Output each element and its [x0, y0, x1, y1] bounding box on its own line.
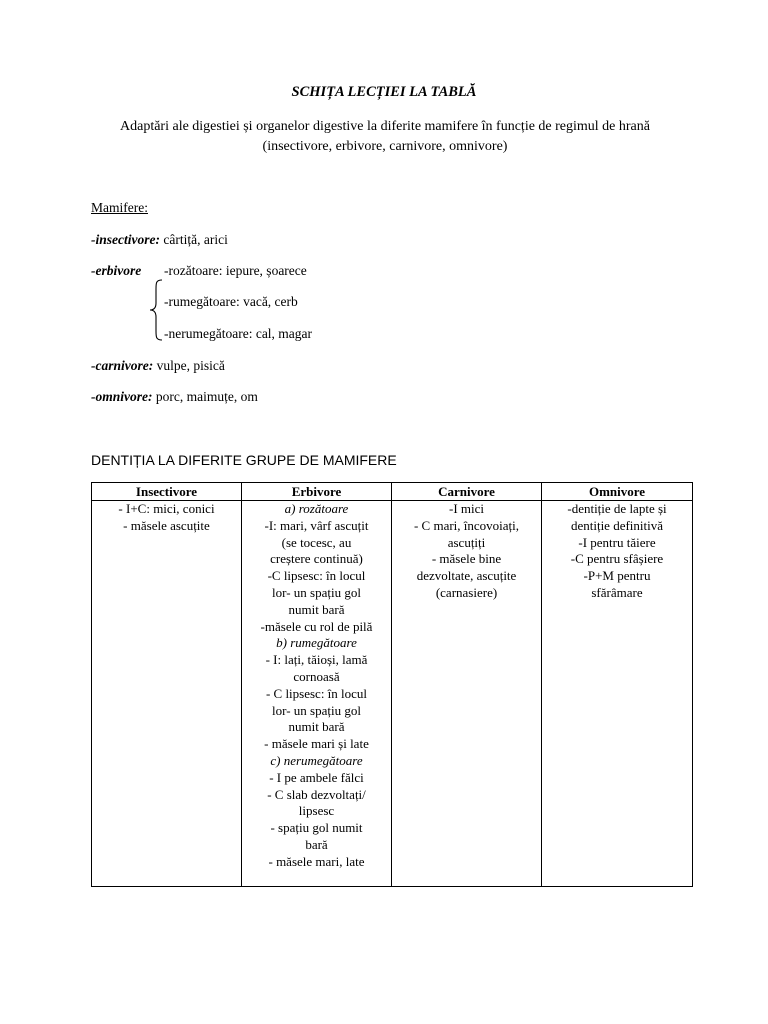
- cell-line: lipsesc: [298, 803, 335, 819]
- cell-line: -I mici: [448, 501, 484, 516]
- lesson-subtitle: Adaptări ale digestiei și organelor digestive la diferite mamifere în funcție de regimul de hrană (insectivore, erbivore, carnivore, omnivore): [120, 119, 650, 154]
- header-carnivore: Carnivore: [392, 483, 542, 501]
- curly-brace-icon: [148, 279, 164, 341]
- cell-line: numit bară: [288, 719, 345, 735]
- cell-line: - C lipsesc: în locul: [265, 685, 368, 701]
- cell-erbivore: [242, 501, 392, 887]
- subgroup-rumegatoare: b) rumegătoare: [276, 635, 357, 651]
- cell-insectivore: [92, 501, 242, 887]
- header-omnivore: Omnivore: [542, 483, 693, 501]
- insectivore-label: -insectivore:: [91, 232, 160, 247]
- cell-line: -I pentru tăiere: [578, 534, 656, 550]
- cell-line: creștere continuă): [270, 551, 363, 567]
- cell-line: -măsele cu rol de pilă: [260, 618, 373, 634]
- cell-line: - măsele mari, late: [268, 853, 365, 869]
- subgroup-nerumegatoare: c) nerumegătoare: [270, 752, 363, 768]
- cell-line: cornoasă: [293, 668, 340, 684]
- cell-line: -dentiție de lapte și: [567, 501, 667, 516]
- cell-line: -I: mari, vârf ascuțit: [264, 517, 369, 533]
- cell-line: - C slab dezvoltați/: [267, 786, 366, 802]
- cell-line: - I: lați, tăioși, lamă: [265, 652, 368, 668]
- erbivore-sub-rumegatoare: -rumegătoare: vacă, cerb: [164, 294, 298, 309]
- cell-line: - măsele ascuțite: [123, 517, 210, 533]
- cell-line: -C pentru sfâșiere: [570, 551, 664, 567]
- cell-line: lor- un spațiu gol: [272, 702, 361, 718]
- cell-line: (carnasiere): [435, 584, 498, 600]
- dentition-table: [91, 482, 693, 887]
- cell-line: - măsele mari și late: [264, 736, 369, 752]
- insectivore-line: [91, 232, 228, 248]
- subgroup-rozatoare: a) rozătoare: [284, 501, 349, 516]
- omnivore-label: -omnivore:: [91, 389, 153, 404]
- cell-line: -P+M pentru: [583, 568, 651, 584]
- cell-line: (se tocesc, au: [281, 534, 352, 550]
- cell-line: sfărâmare: [591, 584, 643, 600]
- omnivore-line: [91, 389, 258, 405]
- cell-line: - spațiu gol numit: [270, 820, 363, 836]
- lesson-title: SCHIȚA LECȚIEI LA TABLĂ: [291, 84, 477, 100]
- erbivore-line: [91, 263, 141, 279]
- erbivore-sub-rozatoare: -rozătoare: iepure, șoarece: [164, 263, 307, 278]
- table-header-row: [92, 483, 693, 501]
- carnivore-line: [91, 358, 225, 374]
- cell-line: dezvoltate, ascuțite: [416, 568, 517, 584]
- cell-line: dentiție definitivă: [570, 517, 664, 533]
- carnivore-text: vulpe, pisică: [153, 358, 225, 373]
- cell-line: numit bară: [288, 601, 345, 617]
- cell-line: - C mari, încovoiați,: [413, 517, 520, 533]
- carnivore-label: -carnivore:: [91, 358, 154, 373]
- table-heading: DENTIȚIA LA DIFERITE GRUPE DE MAMIFERE: [91, 452, 397, 468]
- erbivore-label: -erbivore: [91, 263, 142, 278]
- cell-line: - I pe ambele fălci: [269, 769, 364, 785]
- cell-line: - I+C: mici, conici: [118, 501, 215, 516]
- cell-line: -C lipsesc: în locul: [267, 568, 366, 584]
- cell-line: - măsele bine: [431, 551, 502, 567]
- table-row: [92, 501, 693, 887]
- cell-omnivore: [542, 501, 693, 887]
- cell-line: lor- un spațiu gol: [272, 584, 361, 600]
- omnivore-text: porc, maimuțe, om: [152, 389, 258, 404]
- insectivore-text: cârtiță, arici: [159, 232, 228, 247]
- cell-line: bară: [305, 836, 328, 852]
- header-erbivore: Erbivore: [242, 483, 392, 501]
- header-insectivore: Insectivore: [92, 483, 242, 501]
- cell-line: ascuțiți: [447, 534, 486, 550]
- erbivore-sub-nerumegatoare: -nerumegătoare: cal, magar: [164, 326, 313, 341]
- cell-carnivore: [392, 501, 542, 887]
- mamifere-heading: Mamifere:: [91, 200, 148, 215]
